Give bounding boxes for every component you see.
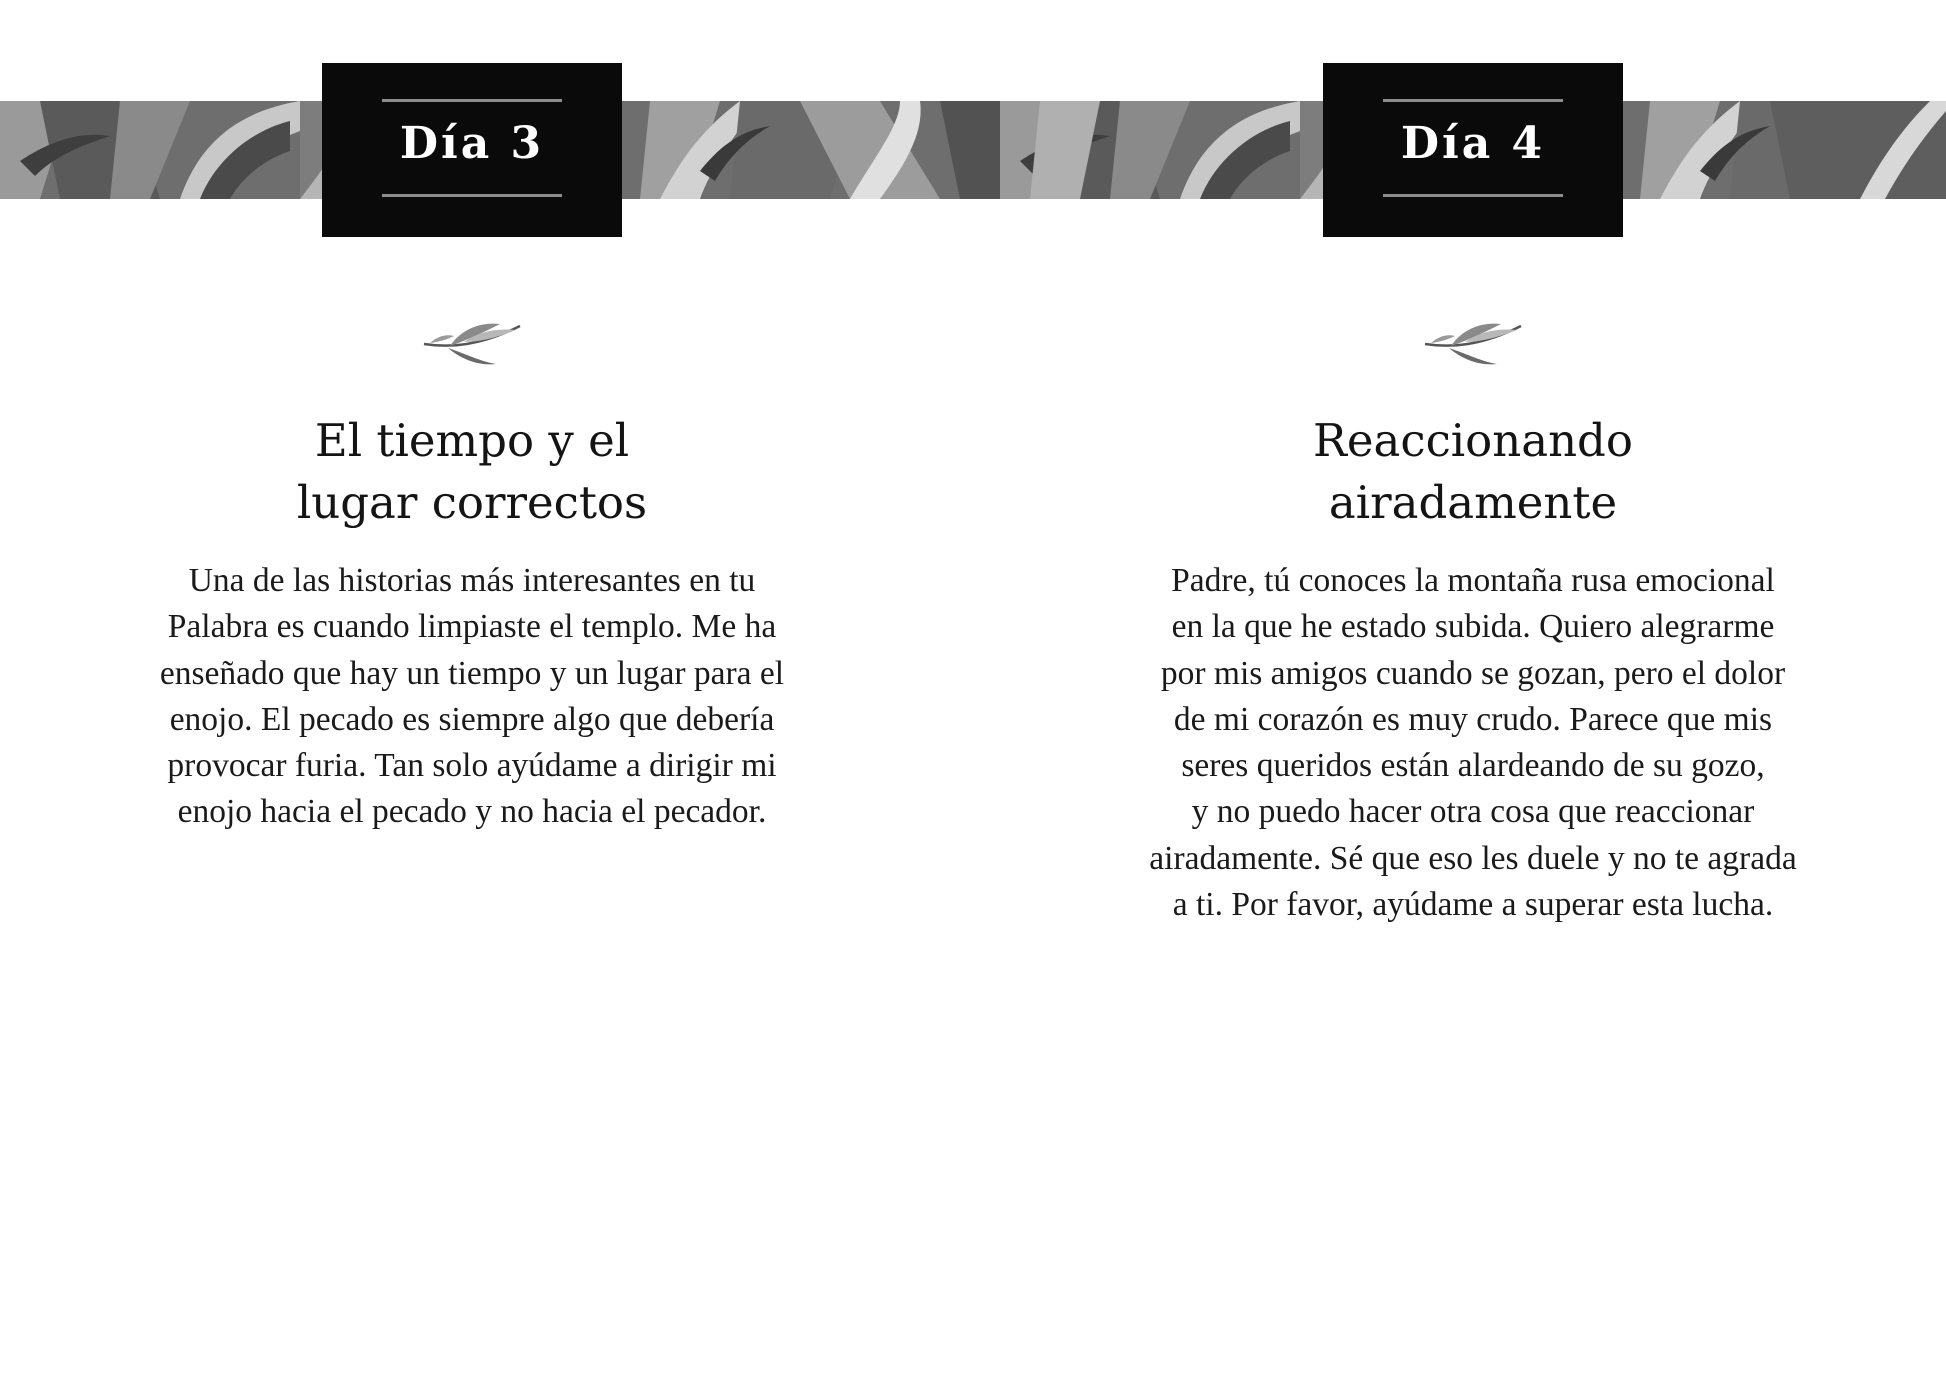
banner-foliage-graphic [0,101,1946,199]
text-line: y no puedo hacer otra cosa que reaccionar [1191,793,1755,831]
text-line: de mi corazón es muy crudo. Parece que mis [1173,700,1773,738]
text-line: Una de las historias más interesantes en tu [188,562,756,599]
text-line: Padre, tú conoces la montaña rusa emocional [1171,562,1775,599]
text-line: a ti. Por favor, ayúdame a superar esta lucha. [1172,886,1774,924]
label-bottom-rule [382,194,562,197]
text-line: airadamente. Sé que eso les duele y no te agrada [1149,839,1797,877]
day-4-label-box [1323,63,1623,237]
day-3-label-box [322,63,622,237]
page-title [1173,410,1773,534]
text-line: enojo. El pecado es siempre algo que debería [169,700,775,738]
prayer-text [1123,558,1823,928]
leaf-sprig-icon [1421,318,1525,375]
page-title [172,410,772,534]
day-label: Día 4 [1400,118,1546,169]
text-line: seres queridos están alardeando de su gozo, [1181,747,1765,785]
leaf-pattern-banner [0,101,1946,199]
title-line: Reaccionando [1313,414,1633,467]
day-label: Día 3 [399,118,545,169]
label-top-rule [382,99,562,102]
title-line: lugar correctos [296,476,648,529]
text-line: en la que he estado subida. Quiero alegrarme [1171,608,1775,646]
text-line: provocar furia. Tan solo ayúdame a dirigir mi [167,747,777,785]
leaf-sprig-icon [420,318,524,375]
title-line: airadamente [1328,476,1618,529]
text-line: enojo hacia el pecado y no hacia el pecador. [177,793,767,831]
text-line: enseñado que hay un tiempo y un lugar para el [159,654,785,692]
label-top-rule [1383,99,1563,102]
prayer-text [122,558,822,836]
text-line: por mis amigos cuando se gozan, pero el dolor [1160,654,1786,692]
title-line: El tiempo y el [314,414,630,467]
text-line: Palabra es cuando limpiaste el templo. Me ha [167,608,777,646]
label-bottom-rule [1383,194,1563,197]
